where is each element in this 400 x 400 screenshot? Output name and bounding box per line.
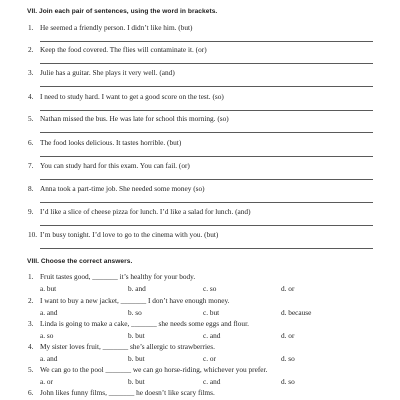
- item-prompt: Fruit tastes good, _______ it’s healthy for your body.: [40, 272, 196, 281]
- option-c[interactable]: c. so: [203, 284, 217, 293]
- item-number: 1.: [28, 23, 34, 32]
- answer-line[interactable]: [40, 132, 373, 133]
- option-b[interactable]: b. but: [128, 331, 145, 340]
- item-prompt: Nathan missed the bus. He was late for school this morning. (so): [40, 114, 229, 123]
- answer-line[interactable]: [40, 63, 373, 64]
- item-prompt: I’d like a slice of cheese pizza for lunch. I’d like a salad for lunch. (and): [40, 207, 251, 216]
- answer-line[interactable]: [40, 202, 373, 203]
- option-d[interactable]: d. so: [281, 377, 295, 386]
- item-prompt: Keep the food covered. The flies will contaminate it. (or): [40, 45, 207, 54]
- item-prompt: Julie has a guitar. She plays it very well. (and): [40, 68, 175, 77]
- option-c[interactable]: c. and: [203, 331, 221, 340]
- item-number: 3.: [28, 319, 34, 328]
- option-a[interactable]: a. so: [40, 331, 54, 340]
- item-number: 5.: [28, 114, 34, 123]
- item-prompt: The food looks delicious. It tastes horrible. (but): [40, 138, 182, 147]
- item-number: 4.: [28, 342, 34, 351]
- item-number: 2.: [28, 296, 34, 305]
- option-a[interactable]: a. and: [40, 354, 58, 363]
- option-c[interactable]: c. or: [203, 354, 216, 363]
- item-prompt: I want to buy a new jacket, _______ I don’t have enough money.: [40, 296, 230, 305]
- item-number: 8.: [28, 184, 34, 193]
- item-number: 7.: [28, 161, 34, 170]
- item-number: 1.: [28, 272, 34, 281]
- section-7-title: VII. Join each pair of sentences, using the word in brackets.: [27, 8, 218, 15]
- option-d[interactable]: d. or: [281, 284, 295, 293]
- option-b[interactable]: b. and: [128, 284, 146, 293]
- item-prompt: Linda is going to make a cake, _______ she needs some eggs and flour.: [40, 319, 249, 328]
- option-a[interactable]: a. or: [40, 377, 53, 386]
- item-prompt: I’m busy tonight. I’d love to go to the cinema with you. (but): [40, 230, 219, 239]
- option-a[interactable]: a. and: [40, 308, 58, 317]
- answer-line[interactable]: [40, 110, 373, 111]
- option-c[interactable]: c. and: [203, 377, 221, 386]
- item-number: 4.: [28, 92, 34, 101]
- option-d[interactable]: d. or: [281, 331, 295, 340]
- answer-line[interactable]: [40, 248, 373, 249]
- item-prompt: I need to study hard. I want to get a good score on the test. (so): [40, 92, 224, 101]
- item-prompt: We can go to the pool _______ we can go horse-riding, whichever you prefer.: [40, 365, 268, 374]
- item-prompt: My sister loves fruit, _______ she’s allergic to strawberries.: [40, 342, 215, 351]
- answer-line[interactable]: [40, 179, 373, 180]
- item-prompt: Anna took a part-time job. She needed some money (so): [40, 184, 205, 193]
- item-prompt: You can study hard for this exam. You can fail. (or): [40, 161, 190, 170]
- option-b[interactable]: b. but: [128, 354, 145, 363]
- answer-line[interactable]: [40, 225, 373, 226]
- item-prompt: He seemed a friendly person. I didn’t like him. (but): [40, 23, 193, 32]
- answer-line[interactable]: [40, 41, 373, 42]
- option-b[interactable]: b. so: [128, 308, 142, 317]
- option-b[interactable]: b. but: [128, 377, 145, 386]
- item-number: 3.: [28, 68, 34, 77]
- item-number: 9.: [28, 207, 34, 216]
- item-number: 6.: [28, 138, 34, 147]
- item-number: 6.: [28, 388, 34, 397]
- option-c[interactable]: c. but: [203, 308, 220, 317]
- item-prompt: John likes funny films, _______ he doesn’t like scary films.: [40, 388, 215, 397]
- section-8-title: VIII. Choose the correct answers.: [27, 258, 133, 265]
- option-a[interactable]: a. but: [40, 284, 57, 293]
- option-d[interactable]: d. because: [281, 308, 312, 317]
- item-number: 2.: [28, 45, 34, 54]
- answer-line[interactable]: [40, 86, 373, 87]
- item-number: 10.: [28, 230, 38, 239]
- item-number: 5.: [28, 365, 34, 374]
- answer-line[interactable]: [40, 156, 373, 157]
- option-d[interactable]: d. so: [281, 354, 295, 363]
